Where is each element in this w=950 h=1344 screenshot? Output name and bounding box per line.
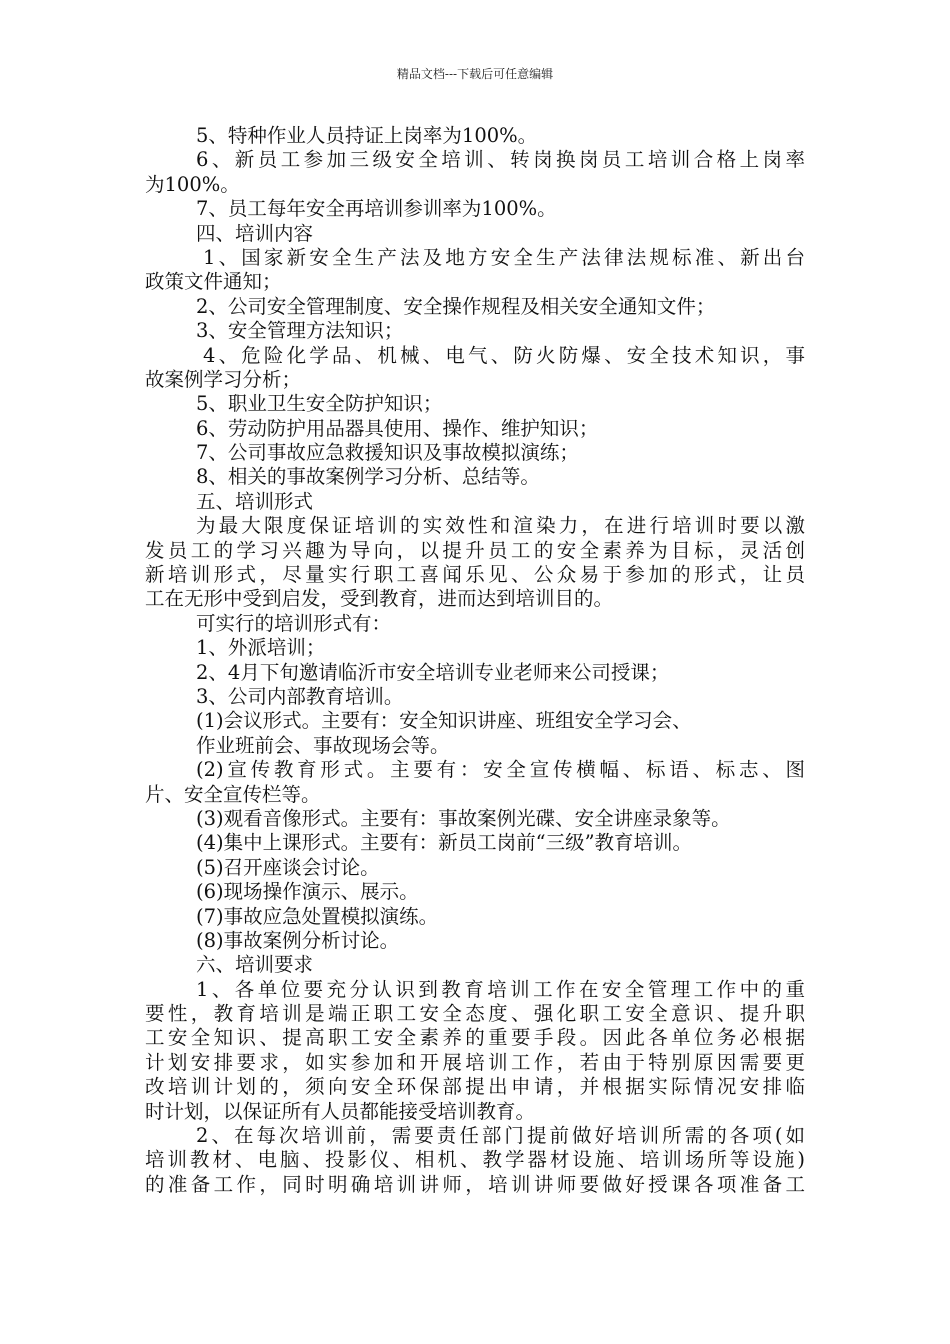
text-line: 8、相关的事故案例学习分析、总结等。 (196, 465, 540, 489)
text-line: 为100%。 (145, 172, 240, 196)
text-line: 为最大限度保证培训的实效性和渲染力，在进行培训时要以激 (196, 514, 805, 538)
text-line: 五、培训形式 (196, 489, 314, 513)
text-line: 计划安排要求，如实参加和开展培训工作，若由于特别原因需要更 (145, 1050, 805, 1074)
text-line: 工在无形中受到启发，受到教育，进而达到培训目的。 (145, 587, 614, 611)
text-line: 可实行的培训形式有： (196, 611, 392, 635)
text-line: 1、国家新安全生产法及地方安全生产法律法规标准、新出台 (203, 245, 805, 269)
text-line: (1)会议形式。主要有：安全知识讲座、班组安全学习会、 (196, 709, 692, 733)
text-line: 培训教材、电脑、投影仪、相机、教学器材设施、培训场所等设施) (145, 1148, 805, 1172)
text-line: 要性，教育培训是端正职工安全态度、强化职工安全意识、提升职 (145, 1002, 805, 1026)
text-line: 的准备工作，同时明确培训讲师，培训讲师要做好授课各项准备工 (145, 1172, 805, 1196)
text-line: (6)现场操作演示、展示。 (196, 880, 419, 904)
text-line: 改培训计划的，须向安全环保部提出申请，并根据实际情况安排临 (145, 1075, 805, 1099)
text-line: 故案例学习分析； (145, 367, 302, 391)
text-line: 1、各单位要充分认识到教育培训工作在安全管理工作中的重 (196, 977, 805, 1001)
text-line: 政策文件通知； (145, 270, 282, 294)
document-body (145, 124, 805, 1197)
text-line: 四、培训内容 (196, 221, 314, 245)
text-line: 3、安全管理方法知识； (196, 319, 404, 343)
text-line: (5)召开座谈会讨论。 (196, 855, 380, 879)
text-line: 5、特种作业人员持证上岗率为100%。 (196, 124, 538, 147)
text-line: 六、培训要求 (196, 953, 314, 977)
text-line: 时计划，以保证所有人员都能接受培训教育。 (145, 1099, 536, 1123)
text-line: 作业班前会、事故现场会等。 (196, 733, 450, 757)
text-line: (2)宣传教育形式。主要有：安全宣传横幅、标语、标志、图 (196, 758, 805, 782)
text-line: 5、职业卫生安全防护知识； (196, 392, 443, 416)
text-line: (7)事故应急处置模拟演练。 (196, 904, 439, 928)
text-line: (4)集中上课形式。主要有：新员工岗前“三级”教育培训。 (196, 831, 693, 855)
text-line: 7、公司事故应急救援知识及事故模拟演练； (196, 441, 579, 465)
text-line: 4、危险化学品、机械、电气、防火防爆、安全技术知识，事 (203, 343, 805, 367)
text-line: 2、在每次培训前，需要责任部门提前做好培训所需的各项(如 (196, 1124, 805, 1148)
text-line: 6、新员工参加三级安全培训、转岗换岗员工培训合格上岗率 (196, 148, 805, 172)
text-line: (3)观看音像形式。主要有：事故案例光碟、安全讲座录象等。 (196, 806, 731, 830)
text-line: 新培训形式，尽量实行职工喜闻乐见、公众易于参加的形式，让员 (145, 563, 805, 587)
text-line: 2、公司安全管理制度、安全操作规程及相关安全通知文件； (196, 294, 716, 318)
text-line: 3、公司内部教育培训。 (196, 684, 404, 708)
text-line: 1、外派培训； (196, 636, 326, 660)
page-header: 精品文档---下载后可任意编辑 (396, 67, 554, 81)
text-line: 工安全知识、提高职工安全素养的重要手段。因此各单位务必根据 (145, 1026, 805, 1050)
text-line: 发员工的学习兴趣为导向，以提升员工的安全素养为目标，灵活创 (145, 538, 805, 562)
text-line: 2、4月下旬邀请临沂市安全培训专业老师来公司授课； (196, 660, 670, 684)
text-line: 片、安全宣传栏等。 (145, 782, 321, 806)
text-line: (8)事故案例分析讨论。 (196, 928, 400, 952)
text-line: 7、员工每年安全再培训参训率为100%。 (196, 197, 557, 221)
text-line: 6、劳动防护用品器具使用、操作、维护知识； (196, 416, 599, 440)
